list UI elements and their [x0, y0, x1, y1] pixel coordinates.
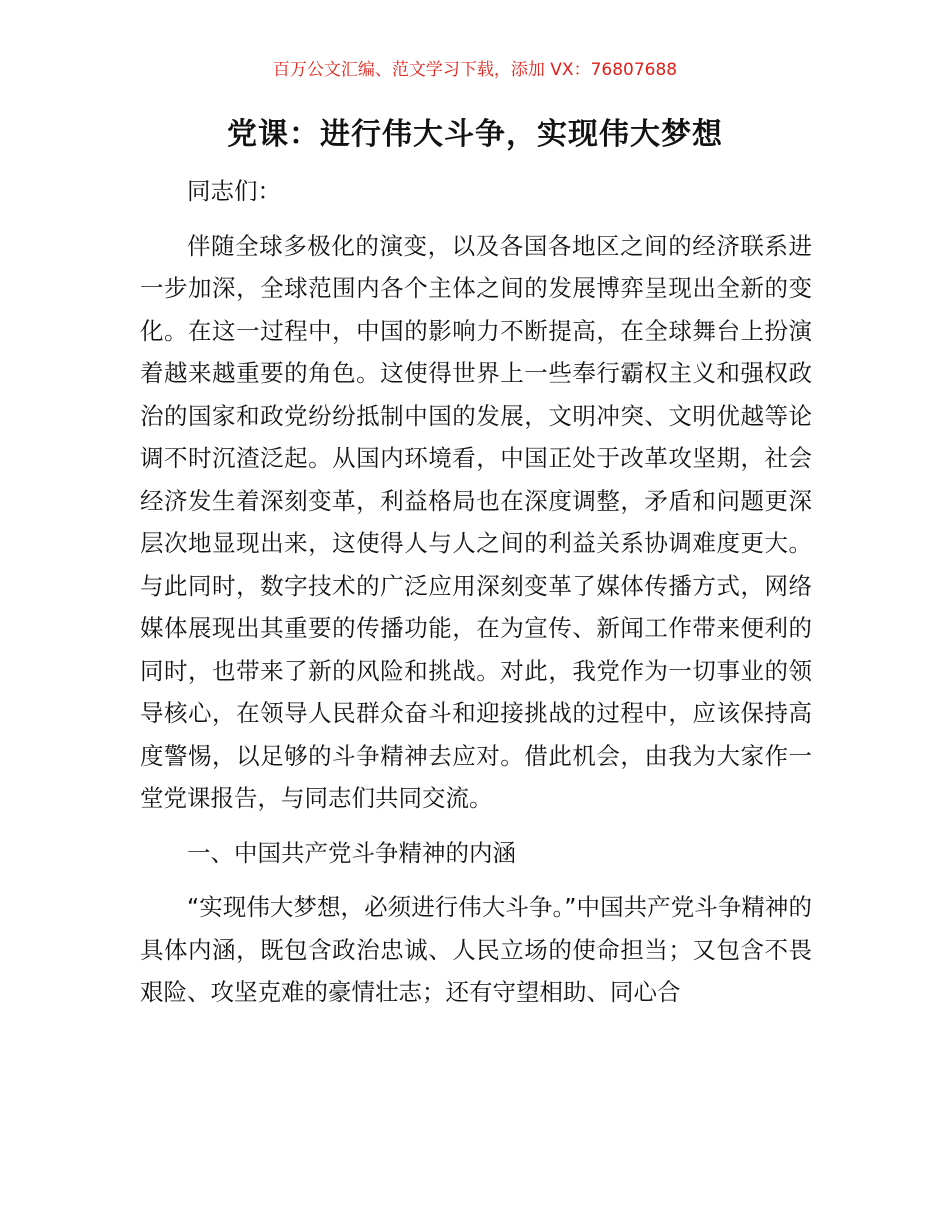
salutation: 同志们：: [187, 177, 281, 205]
section-heading: 一、中国共产党斗争精神的内涵: [187, 838, 516, 867]
header-note: 百万公文汇编、范文学习下载，添加 VX：76807688: [272, 60, 678, 80]
document-title: 党课：进行伟大斗争，实现伟大梦想: [227, 117, 723, 152]
intro-paragraph: 伴随全球多极化的演变，以及各国各地区之间的经济联系进一步加深，全球范围内各个主体之间的发展博弈呈现出全新的变化。在这一过程中，中国的影响力不断提高，在全球舞台上扮演着越来越重要的角色。这使得世界上一些奉行霸权主义和强权政治的国家和政党纷纷抵制中国的发展，文明冲突、文明优越等论调不时沉渣泛起。从国内环境看，中国正处于改革攻坚期，社会经济发生着深刻变革，利益格局也在深度调整，矛盾和问题更深层次地显现出来，这使得人与人之间的利益关系协调难度更大。与此同时，数字技术的广泛应用深刻变革了媒体传播方式，网络媒体展现出其重要的传播功能，在为宣传、新闻工作带来便利的同时，也带来了新的风险和挑战。对此，我党作为一切事业的领导核心，在领导人民群众奋斗和迎接挑战的过程中，应该保持高度警惕，以足够的斗争精神去应对。借此机会，由我为大家作一堂党课报告，与同志们共同交流。: [140, 231, 812, 812]
section-paragraph: “实现伟大梦想，必须进行伟大斗争。”中国共产党斗争精神的具体内涵，既包含政治忠诚、人民立场的使命担当；又包含不畏艰险、攻坚克难的豪情壮志；还有守望相助、同心合: [140, 893, 812, 1006]
document-body: [140, 170, 812, 1026]
